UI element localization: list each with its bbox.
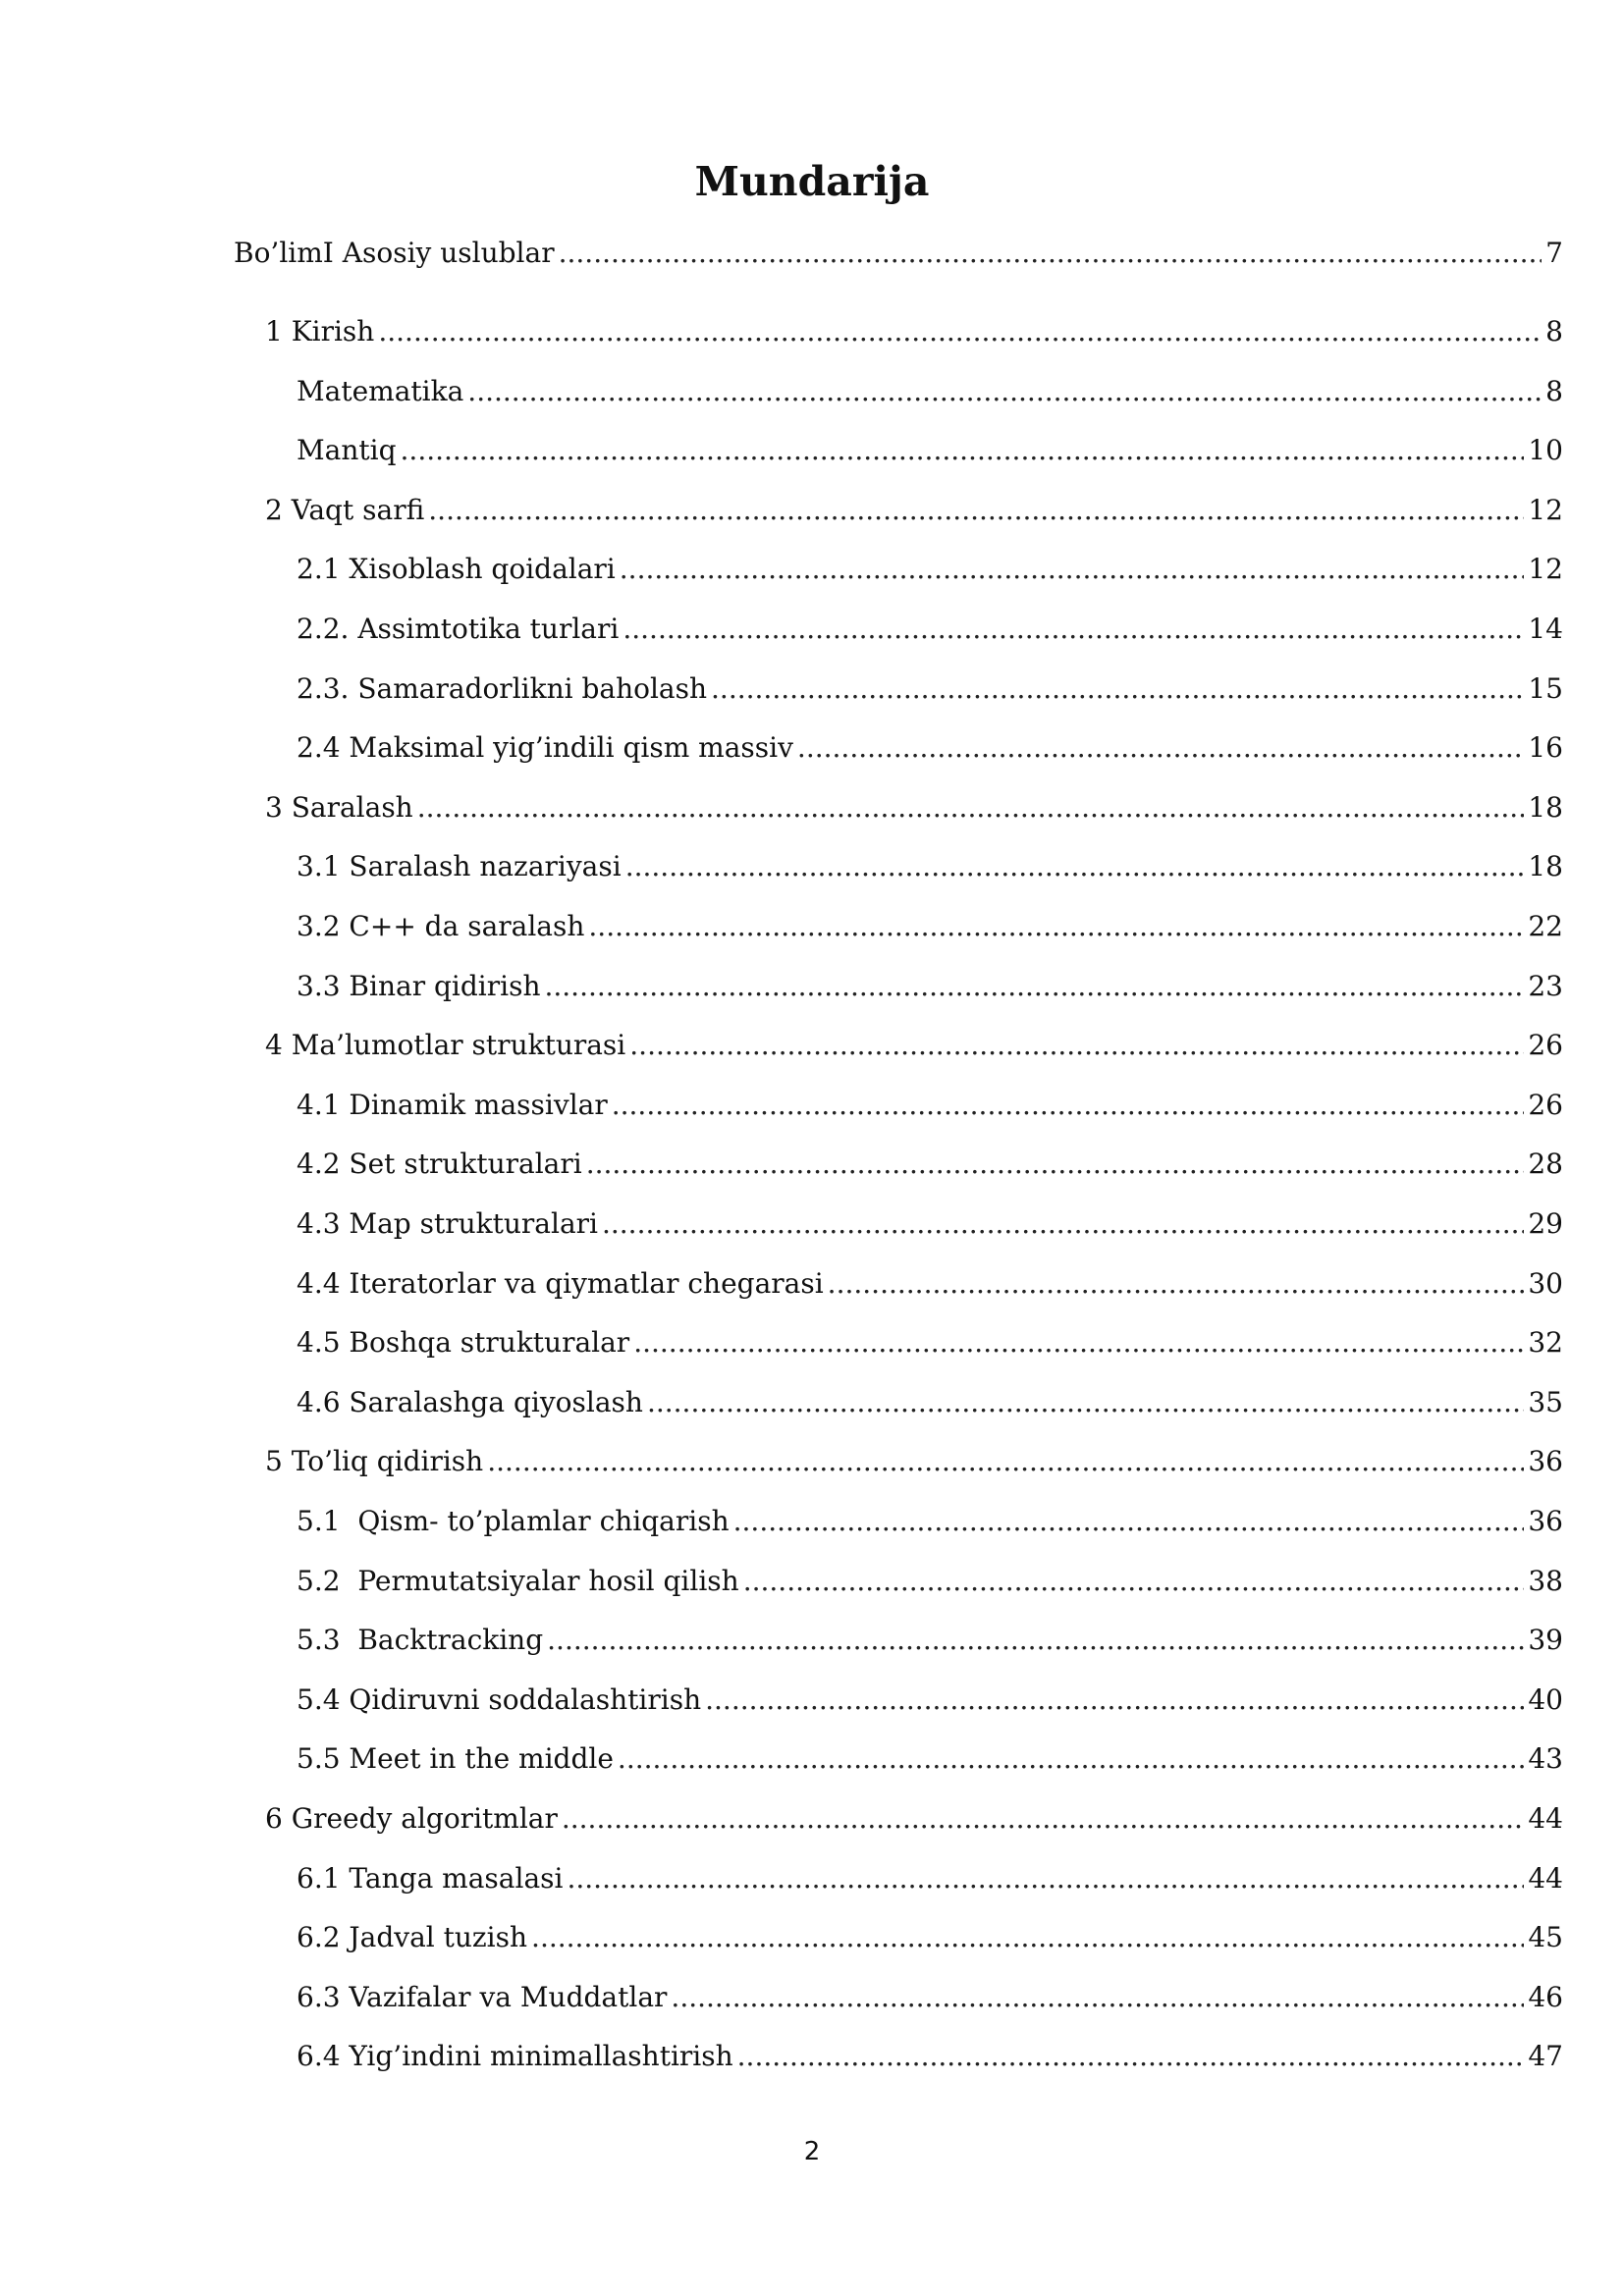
- toc-dot-leader: [711, 669, 1524, 709]
- toc-entry-label: 6.3 Vazifalar va Muddatlar: [297, 1980, 668, 2013]
- toc-entry[interactable]: [265, 312, 1563, 351]
- toc-entry-label: 2.1 Xisoblash qoidalari: [297, 553, 616, 586]
- toc-entry-label: 6 Greedy algoritmlar: [265, 1802, 558, 1835]
- toc-entry-page: 36: [1528, 1505, 1563, 1537]
- toc-entry-label: 4.3 Map strukturalari: [297, 1207, 598, 1240]
- page-number: 2: [803, 2137, 821, 2166]
- toc-entry-label: Matematika: [297, 374, 464, 407]
- toc-entry-page: 44: [1528, 1861, 1563, 1895]
- toc-entry-label: 5.5 Meet in the middle: [297, 1742, 614, 1776]
- toc-entry[interactable]: [297, 1502, 1563, 1541]
- toc-dot-leader: [620, 550, 1525, 589]
- toc-dot-leader: [417, 788, 1525, 828]
- toc-dot-leader: [588, 907, 1524, 946]
- toc-entry-page: 39: [1528, 1624, 1563, 1657]
- toc-entry-page: 10: [1528, 434, 1563, 467]
- toc-entry[interactable]: [297, 1739, 1563, 1779]
- toc-entry-label: 6.2 Jadval tuzish: [297, 1921, 528, 1954]
- toc-entry[interactable]: [265, 1026, 1563, 1065]
- toc-dot-leader: [544, 967, 1524, 1006]
- toc-entry[interactable]: [297, 1145, 1563, 1184]
- toc-dot-leader: [428, 491, 1524, 530]
- toc-entry[interactable]: [297, 372, 1563, 411]
- toc-entry-page: 12: [1528, 553, 1563, 586]
- toc-entry[interactable]: [297, 2037, 1563, 2076]
- toc-entry-label: 4.1 Dinamik massivlar: [297, 1088, 608, 1121]
- toc-entry-label: 5.2 Permutatsiyalar hosil qilish: [297, 1564, 739, 1597]
- toc-entry[interactable]: [265, 1799, 1563, 1839]
- toc-entry[interactable]: [297, 1859, 1563, 1898]
- toc-dot-leader: [562, 1799, 1525, 1839]
- toc-dot-leader: [547, 1621, 1524, 1660]
- toc-dot-leader: [625, 847, 1525, 886]
- toc-entry[interactable]: [265, 491, 1563, 530]
- toc-entry-page: 16: [1528, 731, 1563, 765]
- toc-entry-label: 3.1 Saralash nazariyasi: [297, 850, 622, 883]
- toc-entry-label: 5.4 Qidiruvni soddalashtirish: [297, 1682, 702, 1716]
- toc-dot-leader: [743, 1562, 1525, 1601]
- toc-dot-leader: [602, 1204, 1524, 1244]
- toc-dot-leader: [487, 1442, 1524, 1481]
- toc-entry-page: 38: [1528, 1564, 1563, 1597]
- toc-entry-page: 8: [1545, 315, 1563, 347]
- toc-entry[interactable]: [297, 1621, 1563, 1660]
- toc-dot-leader: [618, 1739, 1524, 1779]
- toc-entry-label: 5 To’liq qidirish: [265, 1445, 484, 1478]
- toc-dot-leader: [647, 1383, 1524, 1422]
- toc-entry[interactable]: [297, 967, 1563, 1006]
- toc-entry-label: 2.2. Assimtotika turlari: [297, 613, 620, 645]
- toc-entry-page: 32: [1528, 1326, 1563, 1360]
- toc-entry-label: Mantiq: [297, 434, 397, 467]
- toc-entry-label: 4.4 Iteratorlar va qiymatlar chegarasi: [297, 1266, 824, 1300]
- toc-entry[interactable]: [297, 1383, 1563, 1422]
- toc-entry[interactable]: [297, 1562, 1563, 1601]
- toc-entry-page: 26: [1528, 1029, 1563, 1062]
- toc-entry[interactable]: [297, 669, 1563, 709]
- toc-dot-leader: [531, 1918, 1524, 1957]
- toc-entry[interactable]: [297, 1918, 1563, 1957]
- toc-entry-label: 2 Vaqt sarfi: [265, 493, 425, 526]
- toc-entry-label: 4.5 Boshqa strukturalar: [297, 1326, 630, 1360]
- toc-dot-leader: [559, 234, 1543, 273]
- toc-entry-label: 3.3 Binar qidirish: [297, 969, 541, 1002]
- toc-entry-label: 3.2 C++ da saralash: [297, 910, 585, 942]
- toc-entry-label: 6.4 Yig’indini minimallashtirish: [297, 2040, 733, 2073]
- toc-entry[interactable]: [297, 728, 1563, 768]
- toc-dot-leader: [378, 312, 1542, 351]
- toc-dot-leader: [567, 1859, 1524, 1898]
- toc-entry[interactable]: [297, 847, 1563, 886]
- toc-entry[interactable]: [297, 1204, 1563, 1244]
- toc-entry[interactable]: [297, 1978, 1563, 2017]
- toc-entry-page: 18: [1528, 790, 1563, 824]
- toc-entry-label: Bo’limI Asosiy uslublar: [234, 237, 555, 269]
- toc-entry[interactable]: [234, 234, 1563, 273]
- toc-dot-leader: [612, 1086, 1525, 1125]
- toc-entry-page: 35: [1528, 1385, 1563, 1418]
- toc-entry-page: 29: [1528, 1207, 1563, 1240]
- toc-dot-leader: [705, 1681, 1524, 1720]
- toc-entry[interactable]: [297, 1323, 1563, 1362]
- toc-entry-label: 4.6 Saralashga qiyoslash: [297, 1385, 643, 1418]
- toc-entry[interactable]: [297, 431, 1563, 470]
- toc-dot-leader: [623, 610, 1524, 649]
- toc-dot-leader: [671, 1978, 1524, 2017]
- toc-entry-page: 45: [1528, 1921, 1563, 1954]
- toc-entry-page: 44: [1528, 1802, 1563, 1835]
- toc-entry-page: 47: [1528, 2040, 1563, 2073]
- toc-entry-label: 2.3. Samaradorlikni baholash: [297, 671, 708, 705]
- toc-entry-page: 12: [1528, 493, 1563, 526]
- toc-dot-leader: [586, 1145, 1525, 1184]
- toc-entry-label: 6.1 Tanga masalasi: [297, 1861, 564, 1895]
- toc-entry[interactable]: [297, 1086, 1563, 1125]
- toc-dot-leader: [633, 1323, 1524, 1362]
- toc-dot-leader: [401, 431, 1525, 470]
- toc-dot-leader: [467, 372, 1542, 411]
- toc-entry[interactable]: [265, 788, 1563, 828]
- toc-dot-leader: [737, 2037, 1525, 2076]
- toc-entry[interactable]: [265, 1442, 1563, 1481]
- toc-entry-page: 26: [1528, 1088, 1563, 1121]
- toc-entry[interactable]: [297, 610, 1563, 649]
- toc-entry-label: 1 Kirish: [265, 315, 375, 347]
- toc-dot-leader: [629, 1026, 1524, 1065]
- toc-entry-page: 7: [1545, 237, 1563, 269]
- toc-entry-page: 15: [1528, 671, 1563, 705]
- toc-dot-leader: [733, 1502, 1525, 1541]
- toc-entry-page: 22: [1528, 910, 1563, 942]
- toc-entry-label: 2.4 Maksimal yig’indili qism massiv: [297, 731, 793, 765]
- toc-entry[interactable]: [297, 1264, 1563, 1304]
- toc-entry-page: 8: [1545, 374, 1563, 407]
- toc-entry-label: 5.3 Backtracking: [297, 1624, 544, 1657]
- toc-entry-page: 30: [1528, 1266, 1563, 1300]
- toc-entry-page: 43: [1528, 1742, 1563, 1776]
- toc-entry-page: 46: [1528, 1980, 1563, 2013]
- toc-entry-page: 14: [1528, 613, 1563, 645]
- toc-title: Mundarija: [694, 158, 930, 205]
- toc-entry-page: 40: [1528, 1682, 1563, 1716]
- toc-entry-page: 28: [1528, 1148, 1563, 1181]
- toc-entry-label: 4 Ma’lumotlar strukturasi: [265, 1029, 626, 1062]
- toc-entry-label: 3 Saralash: [265, 790, 413, 824]
- toc-entry[interactable]: [297, 550, 1563, 589]
- toc-entry-label: 4.2 Set strukturalari: [297, 1148, 582, 1181]
- toc-entry[interactable]: [297, 907, 1563, 946]
- toc-dot-leader: [828, 1264, 1525, 1304]
- toc-dot-leader: [797, 728, 1524, 768]
- toc-entry-label: 5.1 Qism- to’plamlar chiqarish: [297, 1505, 730, 1537]
- toc-entry-page: 36: [1528, 1445, 1563, 1478]
- toc-entry-page: 23: [1528, 969, 1563, 1002]
- toc-entry[interactable]: [297, 1681, 1563, 1720]
- toc-entry-page: 18: [1528, 850, 1563, 883]
